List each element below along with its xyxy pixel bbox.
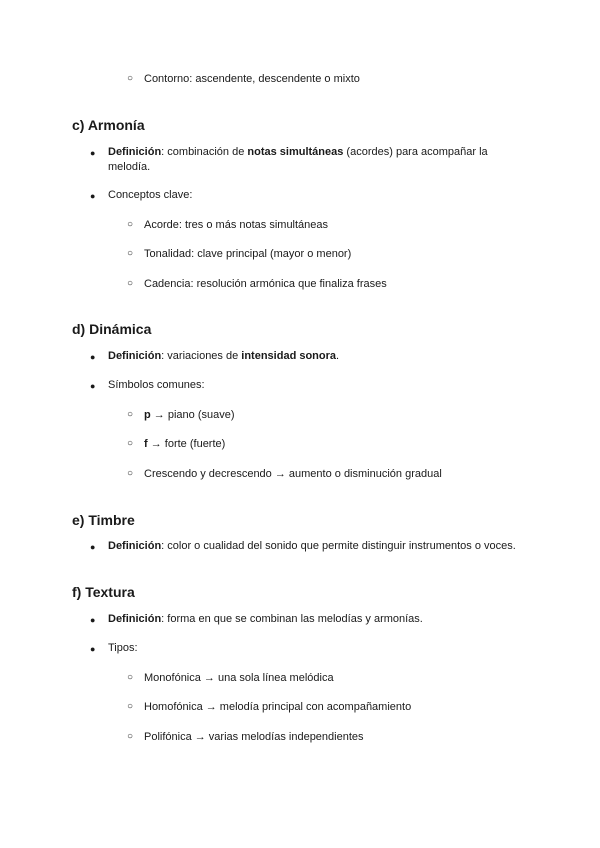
definition-label: Definición bbox=[108, 540, 162, 552]
dinamica-piano-item: p → piano (suave) bbox=[144, 409, 235, 421]
textura-sub-item: Monofónica → una sola línea melódica bbox=[144, 672, 334, 684]
contorno-item: Contorno: ascendente, descendente o mixto bbox=[144, 73, 360, 85]
simbolos-label: Símbolos comunes: bbox=[108, 379, 205, 391]
bullet-icon: ● bbox=[90, 352, 96, 362]
circle-bullet-icon: ○ bbox=[127, 409, 134, 420]
bullet-icon: ● bbox=[90, 615, 96, 625]
armonia-sub-item: Tonalidad: clave principal (mayor o menor) bbox=[144, 248, 352, 260]
bullet-icon: ● bbox=[90, 191, 96, 201]
circle-bullet-icon: ○ bbox=[127, 219, 134, 230]
armonia-definition: Definición: combinación de notas simultáneas (acordes) para acompañar la melodía. bbox=[108, 146, 488, 173]
bullet-icon: ● bbox=[90, 644, 96, 654]
bullet-icon: ● bbox=[90, 381, 96, 391]
circle-bullet-icon: ○ bbox=[127, 468, 134, 479]
circle-bullet-icon: ○ bbox=[127, 248, 134, 259]
circle-bullet-icon: ○ bbox=[127, 672, 134, 683]
dinamica-crescendo-item: Crescendo y decrescendo → aumento o disminución gradual bbox=[144, 468, 442, 480]
textura-definition: Definición: forma en que se combinan las melodías y armonías. bbox=[108, 613, 423, 625]
definition-label: Definición bbox=[108, 350, 162, 362]
circle-bullet-icon: ○ bbox=[127, 731, 134, 742]
circle-bullet-icon: ○ bbox=[127, 701, 134, 712]
armonia-sub-item: Cadencia: resolución armónica que finaliza frases bbox=[144, 278, 387, 290]
conceptos-label: Conceptos clave: bbox=[108, 189, 193, 201]
dinamica-definition: Definición: variaciones de intensidad sonora. bbox=[108, 350, 340, 362]
dinamica-forte-item: f → forte (fuerte) bbox=[144, 438, 226, 450]
circle-bullet-icon: ○ bbox=[127, 438, 134, 449]
circle-bullet-icon: ○ bbox=[127, 73, 134, 84]
armonia-sub-item: Acorde: tres o más notas simultáneas bbox=[144, 219, 329, 231]
textura-sub-item: Homofónica → melodía principal con acompañamiento bbox=[144, 701, 412, 713]
bullet-icon: ● bbox=[90, 542, 96, 552]
section-heading-textura: f) Textura bbox=[72, 584, 135, 600]
tipos-label: Tipos: bbox=[108, 642, 138, 654]
timbre-definition: Definición: color o cualidad del sonido que permite distinguir instrumentos o voces. bbox=[108, 540, 516, 552]
definition-label: Definición bbox=[108, 146, 162, 158]
section-heading-armonia: c) Armonía bbox=[72, 117, 145, 133]
bullet-icon: ● bbox=[90, 148, 96, 158]
definition-label: Definición bbox=[108, 613, 162, 625]
circle-bullet-icon: ○ bbox=[127, 278, 134, 289]
textura-sub-item: Polifónica → varias melodías independientes bbox=[144, 731, 364, 743]
section-heading-dinamica: d) Dinámica bbox=[72, 321, 152, 337]
section-heading-timbre: e) Timbre bbox=[72, 512, 135, 528]
